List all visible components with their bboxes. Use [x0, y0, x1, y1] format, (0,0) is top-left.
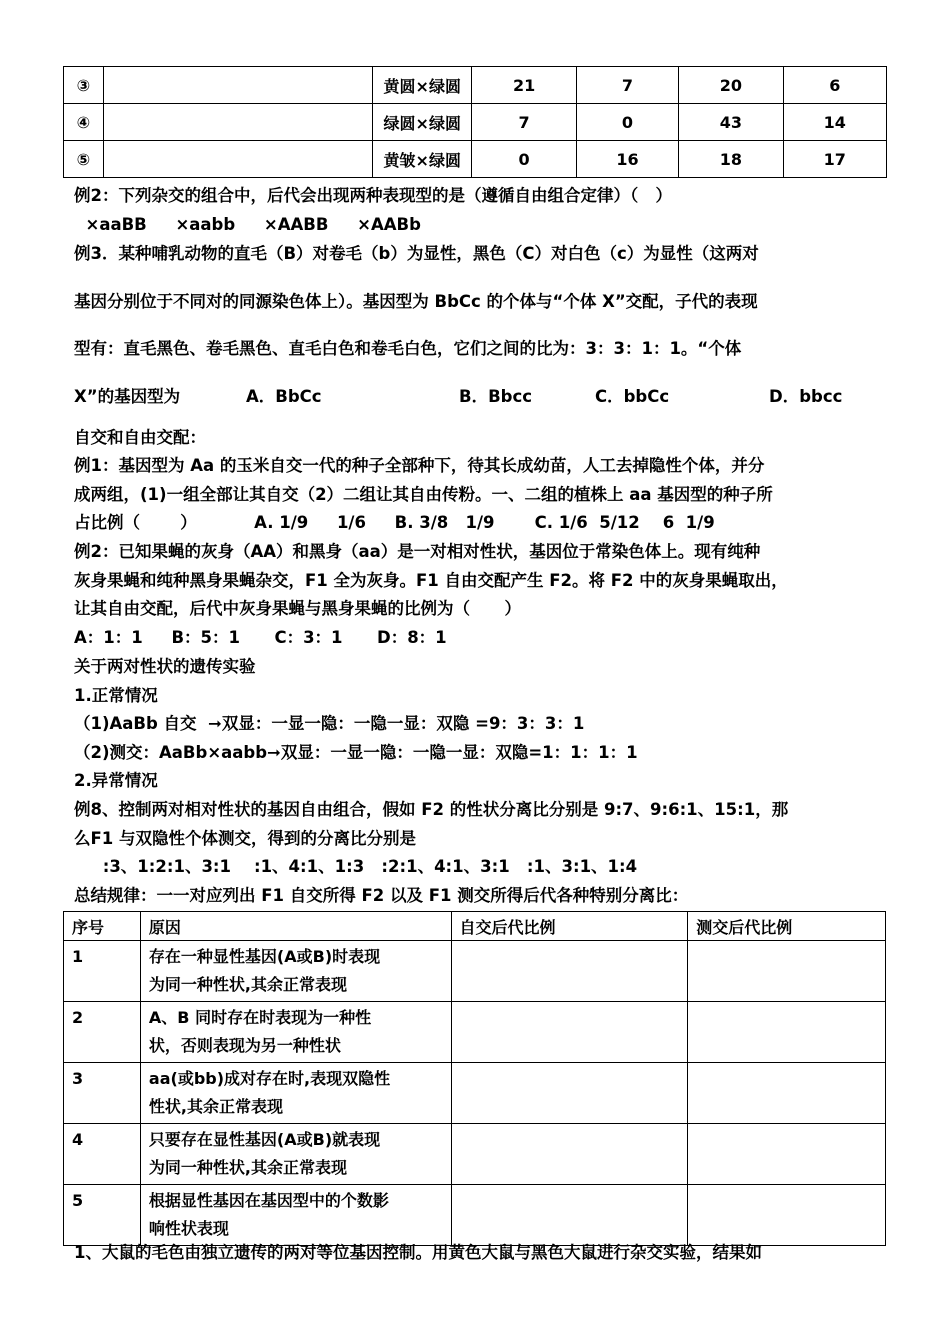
self-cross-ratio-cell[interactable]: [451, 1185, 688, 1246]
test-cross-ratio-cell[interactable]: [688, 941, 886, 1002]
reason-line: 存在一种显性基因(A或B)时表现: [148, 947, 381, 966]
example2-question: 例2：下列杂交的组合中，后代会出现两种表现型的是（遵循自由组合定律）（ ）: [74, 186, 672, 205]
table-row: [64, 1063, 886, 1124]
table-row: [64, 1185, 886, 1246]
value-cell: 17: [783, 141, 886, 178]
cross-results-table: [63, 66, 887, 178]
row-number: 4: [64, 1124, 141, 1185]
reason-line: aa(或bb)成对存在时,表现双隐性: [148, 1069, 391, 1088]
example2b-options: A：1：1 B：5：1 C：3：1 D：8：1: [74, 628, 447, 647]
reason-line: A、B 同时存在时表现为一种性: [148, 1008, 372, 1027]
value-cell: 21: [472, 67, 576, 104]
reason-line: 根据显性基因在基因型中的个数影: [148, 1191, 389, 1210]
column-header: 原因: [140, 912, 451, 941]
row-number: ④: [64, 104, 104, 141]
reason-line: 响性状表现: [148, 1219, 229, 1238]
example2b-line1: 例2：已知果蝇的灰身（AA）和黑身（aa）是一对相对性状，基因位于常染色体上。现有纯种: [74, 542, 761, 561]
reason-line: 为同一种性状,其余正常表现: [148, 975, 348, 994]
section-heading: 关于两对性状的遗传实验: [74, 657, 256, 676]
reason-line: 性状,其余正常表现: [148, 1097, 284, 1116]
cross-cell: 黄皱×绿圆: [373, 141, 472, 178]
value-cell: 14: [783, 104, 886, 141]
test-cross-ratio-cell[interactable]: [688, 1002, 886, 1063]
row-number: ⑤: [64, 141, 104, 178]
self-cross-ratio-cell[interactable]: [451, 1063, 688, 1124]
example2b-line2: 灰身果蝇和纯种黑身果蝇杂交，F1 全为灰身。F1 自由交配产生 F2。将 F2 中的灰身果蝇取出，: [74, 571, 788, 590]
row-number: ③: [64, 67, 104, 104]
table-row: [64, 141, 887, 178]
section-heading: 自交和自由交配：: [74, 428, 206, 447]
example2b-line3: 让其自由交配，后代中灰身果蝇与黑身果蝇的比例为（ ）: [74, 599, 521, 618]
value-cell: 6: [783, 67, 886, 104]
example1-line3: 占比例（ ） A. 1/9 1/6 B. 3/8 1/9 C. 1/6 5/12 6 1/9: [74, 513, 715, 532]
value-cell: 0: [576, 104, 678, 141]
value-cell: 18: [679, 141, 783, 178]
self-cross-ratio-cell[interactable]: [451, 941, 688, 1002]
row-number: 2: [64, 1002, 141, 1063]
example1-line1: 例1：基因型为 Aa 的玉米自交一代的种子全部种下，待其长成幼苗，人工去掉隐性个体，并分: [74, 456, 765, 475]
cross-cell: 绿圆×绿圆: [373, 104, 472, 141]
reason-cell: [140, 1124, 451, 1185]
self-cross-ratio-cell[interactable]: [451, 1124, 688, 1185]
example2-options: ×aaBB ×aabb ×AABB ×AABb: [74, 215, 421, 234]
reason-line: 状，否则表现为另一种性状: [148, 1036, 341, 1055]
example3-line3: 型有：直毛黑色、卷毛黑色、直毛白色和卷毛白色，它们之间的比为：3：3：1：1。“个体: [74, 339, 742, 358]
column-header: 自交后代比例: [451, 912, 688, 941]
row-number: 3: [64, 1063, 141, 1124]
option-c: C．bbCc: [595, 387, 670, 406]
reason-cell: [140, 1063, 451, 1124]
example1-line2: 成两组，(1)一组全部让其自交（2）二组让其自由传粉。一、二组的植株上 aa 基因型的种子所: [74, 485, 773, 504]
test-cross-ratio-cell[interactable]: [688, 1063, 886, 1124]
value-cell: 16: [576, 141, 678, 178]
option-b: B．Bbcc: [459, 387, 533, 406]
example3-line1: 例3．某种哺乳动物的直毛（B）对卷毛（b）为显性，黑色（C）对白色（c）为显性（这两对: [74, 244, 759, 263]
reason-cell: [140, 941, 451, 1002]
column-header: 测交后代比例: [688, 912, 886, 941]
blank-cell: [103, 104, 372, 141]
test-cross-ratio-cell[interactable]: [688, 1185, 886, 1246]
table-row: [64, 941, 886, 1002]
self-cross-ratio-cell[interactable]: [451, 1002, 688, 1063]
subheading-normal: 1.正常情况: [74, 686, 158, 705]
example8-line1: 例8、控制两对相对性状的基因自由组合，假如 F2 的性状分离比分别是 9:7、9:6:1、15:1，那: [74, 800, 789, 819]
normal-case-1: （1)AaBb 自交 ➞双显：一显一隐：一隐一显：双隐 =9：3：3：1: [74, 714, 585, 733]
summary-line: 总结规律：一一对应列出 F1 自交所得 F2 以及 F1 测交所得后代各种特别分离比：: [74, 886, 689, 905]
value-cell: 7: [576, 67, 678, 104]
reason-cell: [140, 1185, 451, 1246]
example3-line2: 基因分别位于不同对的同源染色体上）。基因型为 BbCc 的个体与“个体 X”交配，子代的表现: [74, 292, 758, 311]
table-row: [64, 1002, 886, 1063]
blank-cell: [103, 141, 372, 178]
normal-case-2: （2)测交：AaBb×aabb➞双显：一显一隐：一隐一显：双隐=1：1：1：1: [74, 743, 638, 762]
value-cell: 0: [472, 141, 576, 178]
test-cross-ratio-cell[interactable]: [688, 1124, 886, 1185]
table-row: [64, 104, 887, 141]
table-row: [64, 67, 887, 104]
reason-line: 为同一种性状,其余正常表现: [148, 1158, 348, 1177]
column-header: 序号: [64, 912, 141, 941]
example8-line2: 么F1 与双隐性个体测交，得到的分离比分别是: [74, 829, 416, 848]
value-cell: 7: [472, 104, 576, 141]
summary-table: [63, 911, 886, 1246]
example3-line4: X”的基因型为: [74, 387, 181, 406]
value-cell: 43: [679, 104, 783, 141]
subheading-abnormal: 2.异常情况: [74, 771, 158, 790]
reason-cell: [140, 1002, 451, 1063]
blank-cell: [103, 67, 372, 104]
question-1-line: 1、大鼠的毛色由独立遗传的两对等位基因控制。用黄色大鼠与黑色大鼠进行杂交实验，结果如: [74, 1243, 762, 1262]
cross-cell: 黄圆×绿圆: [373, 67, 472, 104]
row-number: 1: [64, 941, 141, 1002]
example8-options: :3、1:2:1、3:1 :1、4:1、1:3 :2:1、4:1、3:1 :1、3:1、1:4: [74, 857, 638, 876]
option-d: D．bbcc: [769, 387, 843, 406]
table-row: [64, 1124, 886, 1185]
row-number: 5: [64, 1185, 141, 1246]
reason-line: 只要存在显性基因(A或B)就表现: [148, 1130, 381, 1149]
table-header-row: [64, 912, 886, 941]
option-a: A．BbCc: [246, 387, 322, 406]
value-cell: 20: [679, 67, 783, 104]
